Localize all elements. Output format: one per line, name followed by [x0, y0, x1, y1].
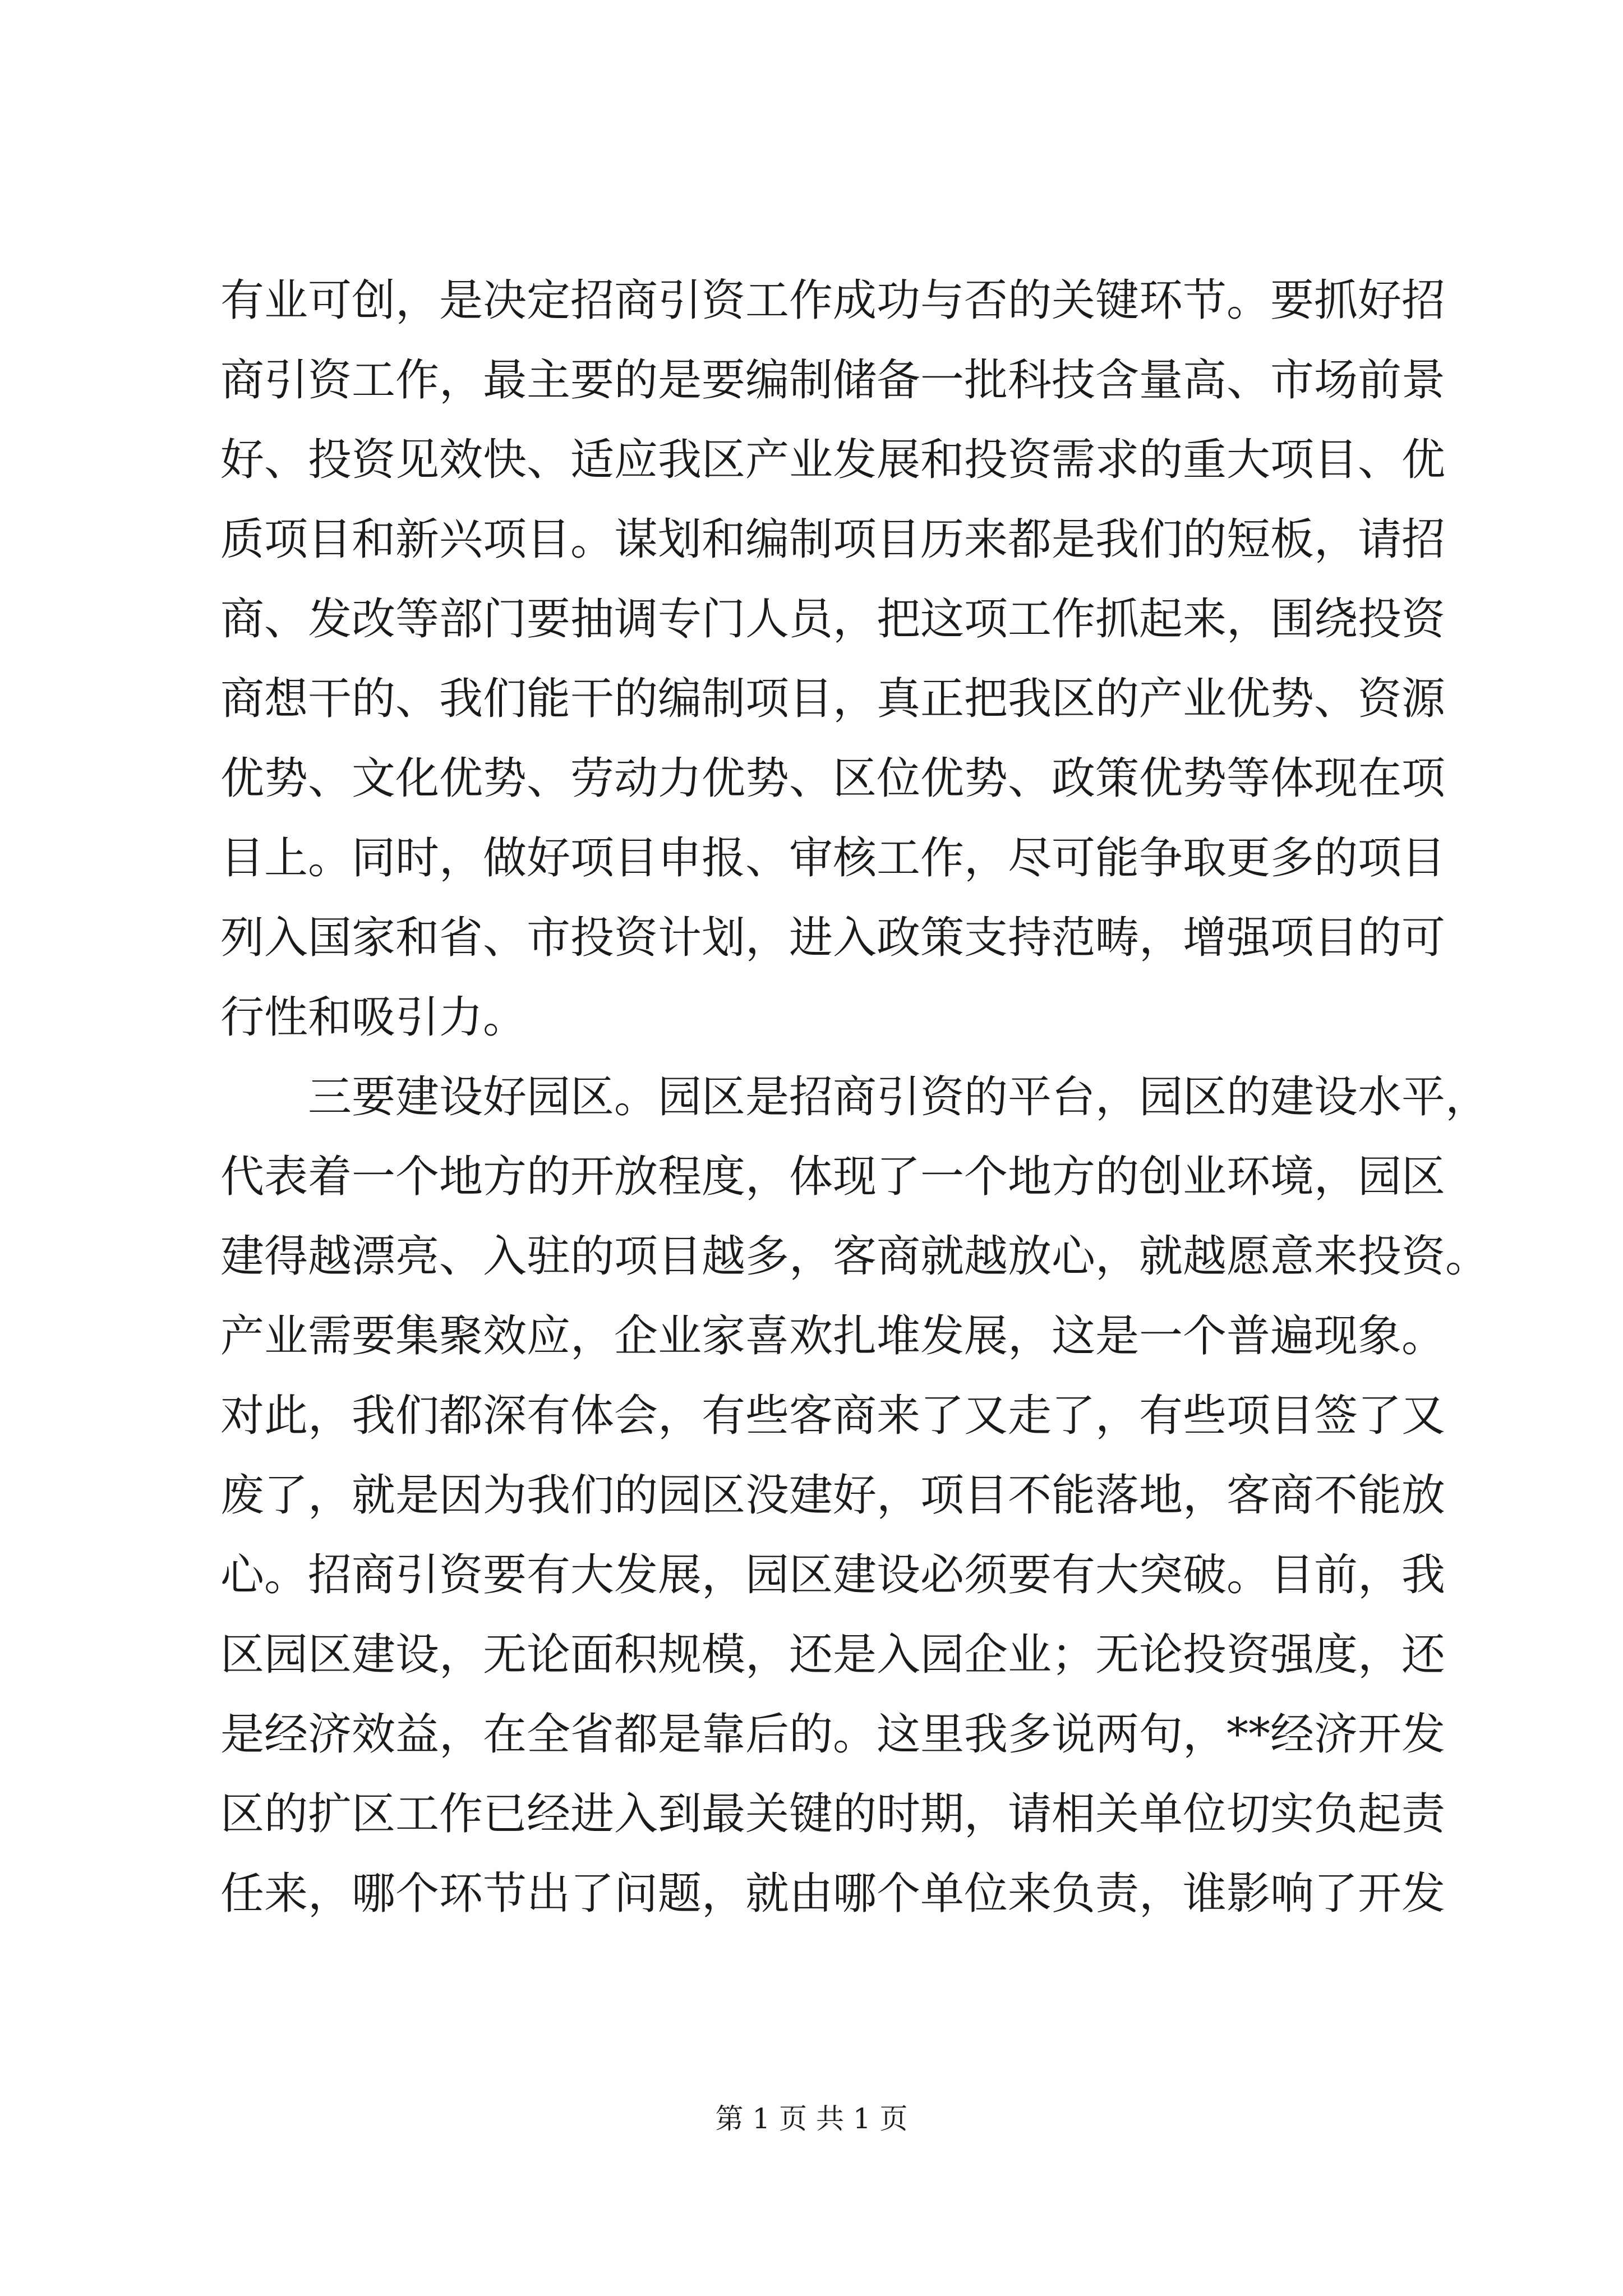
text-line: 目上。同时，做好项目申报、审核工作，尽可能争取更多的项目 [220, 833, 1446, 884]
text-line: 区园区建设，无论面积规模，还是入园企业；无论投资强度，还 [220, 1630, 1446, 1680]
text-line: 行性和吸引力。 [220, 992, 527, 1043]
paragraph-1 [220, 261, 1446, 1057]
text-line: 优势、文化优势、劳动力优势、区位优势、政策优势等体现在项 [220, 753, 1446, 804]
text-line: 商、发改等部门要抽调专门人员，把这项工作抓起来，围绕投资 [220, 594, 1446, 645]
paragraph-2 [220, 1057, 1490, 1934]
page-number-label: 第 1 页 共 1 页 [715, 2102, 908, 2135]
text-line: 建得越漂亮、入驻的项目越多，客商就越放心，就越愿意来投资。 [220, 1231, 1490, 1282]
text-line: 产业需要集聚效应，企业家喜欢扎堆发展，这是一个普遍现象。 [220, 1311, 1446, 1361]
document-body [220, 261, 1490, 1934]
text-line: 心。招商引资要有大发展，园区建设必须要有大突破。目前，我 [220, 1550, 1446, 1600]
text-line: 废了，就是因为我们的园区没建好，项目不能落地，客商不能放 [220, 1470, 1446, 1521]
text-line: 好、投资见效快、适应我区产业发展和投资需求的重大项目、优 [220, 435, 1446, 485]
text-line: 是经济效益，在全省都是靠后的。这里我多说两句，**经济开发 [220, 1709, 1446, 1760]
text-line: 质项目和新兴项目。谋划和编制项目历来都是我们的短板，请招 [220, 514, 1446, 565]
text-line: 商想干的、我们能干的编制项目，真正把我区的产业优势、资源 [220, 674, 1446, 724]
text-line: 有业可创，是决定招商引资工作成功与否的关键环节。要抓好招 [220, 275, 1446, 326]
text-line: 区的扩区工作已经进入到最关键的时期，请相关单位切实负起责 [220, 1789, 1446, 1839]
text-line: 对此，我们都深有体会，有些客商来了又走了，有些项目签了又 [220, 1391, 1446, 1441]
text-line: 列入国家和省、市投资计划，进入政策支持范畴，增强项目的可 [220, 913, 1446, 963]
text-line: 商引资工作，最主要的是要编制储备一批科技含量高、市场前景 [220, 355, 1446, 406]
text-line: 任来，哪个环节出了问题，就由哪个单位来负责，谁影响了开发 [220, 1869, 1446, 1919]
page-footer [0, 2099, 1623, 2138]
text-line: 三要建设好园区。园区是招商引资的平台，园区的建设水平， [308, 1072, 1490, 1122]
text-line: 代表着一个地方的开放程度，体现了一个地方的创业环境，园区 [220, 1152, 1446, 1202]
